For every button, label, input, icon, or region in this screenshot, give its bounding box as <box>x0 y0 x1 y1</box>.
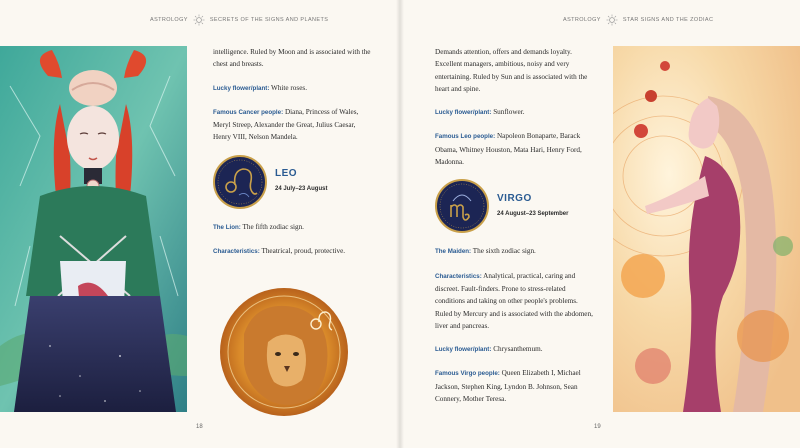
virgo-dates: 24 August–23 September <box>497 210 569 217</box>
leo-lucky-flower: Lucky flower/plant: Sunflower. <box>435 108 525 117</box>
left-page-number: 18 <box>196 424 203 430</box>
virgo-epithet: The Maiden: The sixth zodiac sign. <box>435 247 536 256</box>
virgo-illustration <box>613 46 800 412</box>
leo-continued-text: Demands attention, offers and demands loyalty. Excellent managers, ambitious, noisy and very entertaining. Ruled by Sun and is associated with the heart and spine. <box>435 48 588 93</box>
cancer-lucky-flower: Lucky flower/plant: White roses. <box>213 83 307 92</box>
right-header-section: ASTROLOGY <box>563 17 601 23</box>
lion-illustration <box>214 284 354 420</box>
sun-ornament-icon <box>606 14 618 26</box>
book-gutter <box>396 0 404 448</box>
sun-ornament-icon <box>193 14 205 26</box>
leo-dates: 24 July–23 August <box>275 186 328 193</box>
virgo-symbol-icon <box>435 179 489 233</box>
leo-famous-people: Famous Leo people: Napoleon Bonaparte, Barack Obama, Whitney Houston, Mata Hari, Henry Ford, Madonna. <box>435 132 582 167</box>
cancer-famous-people: Famous Cancer people: Diana, Princess of Wales, Meryl Streep, Alexander the Great, Julius Caesar, Henry VIII, Nelson Mandela. <box>213 107 359 142</box>
cancer-continued-text: intelligence. Ruled by Moon and is associated with the chest and breasts. <box>213 48 371 69</box>
virgo-sign-heading <box>435 179 595 233</box>
right-text-column <box>435 46 595 416</box>
leo-sign-heading <box>213 155 371 209</box>
virgo-title: VIRGO <box>497 192 532 204</box>
right-page-number: 19 <box>594 424 601 430</box>
virgo-lucky-flower: Lucky flower/plant: Chrysanthemum. <box>435 345 543 354</box>
left-header-section: ASTROLOGY <box>150 17 188 23</box>
left-text-column <box>213 46 371 269</box>
virgo-characteristics: Characteristics: Analytical, practical, caring and discreet. Fault-finders. Prone to stress-related conditions and taking on other people's problems. Ruled by Mercury and is associated with the abdomen, liver and pancreas. <box>435 271 593 330</box>
leo-characteristics: Characteristics: Theatrical, proud, protective. <box>213 247 346 256</box>
virgo-famous-people: Famous Virgo people: Queen Elizabeth I, Michael Jackson, Stephen King, Lyndon B. Johnson, Sean Connery, Mother Teresa. <box>435 369 581 404</box>
right-running-header <box>563 14 713 26</box>
leo-symbol-icon <box>213 155 267 209</box>
leo-epithet: The Lion: The fifth zodiac sign. <box>213 222 304 231</box>
left-header-chapter: SECRETS OF THE SIGNS AND PLANETS <box>209 17 329 23</box>
right-header-chapter: STAR SIGNS AND THE ZODIAC <box>622 17 714 23</box>
leo-title: LEO <box>275 167 298 179</box>
cancer-illustration <box>0 46 187 412</box>
left-running-header <box>150 14 328 26</box>
